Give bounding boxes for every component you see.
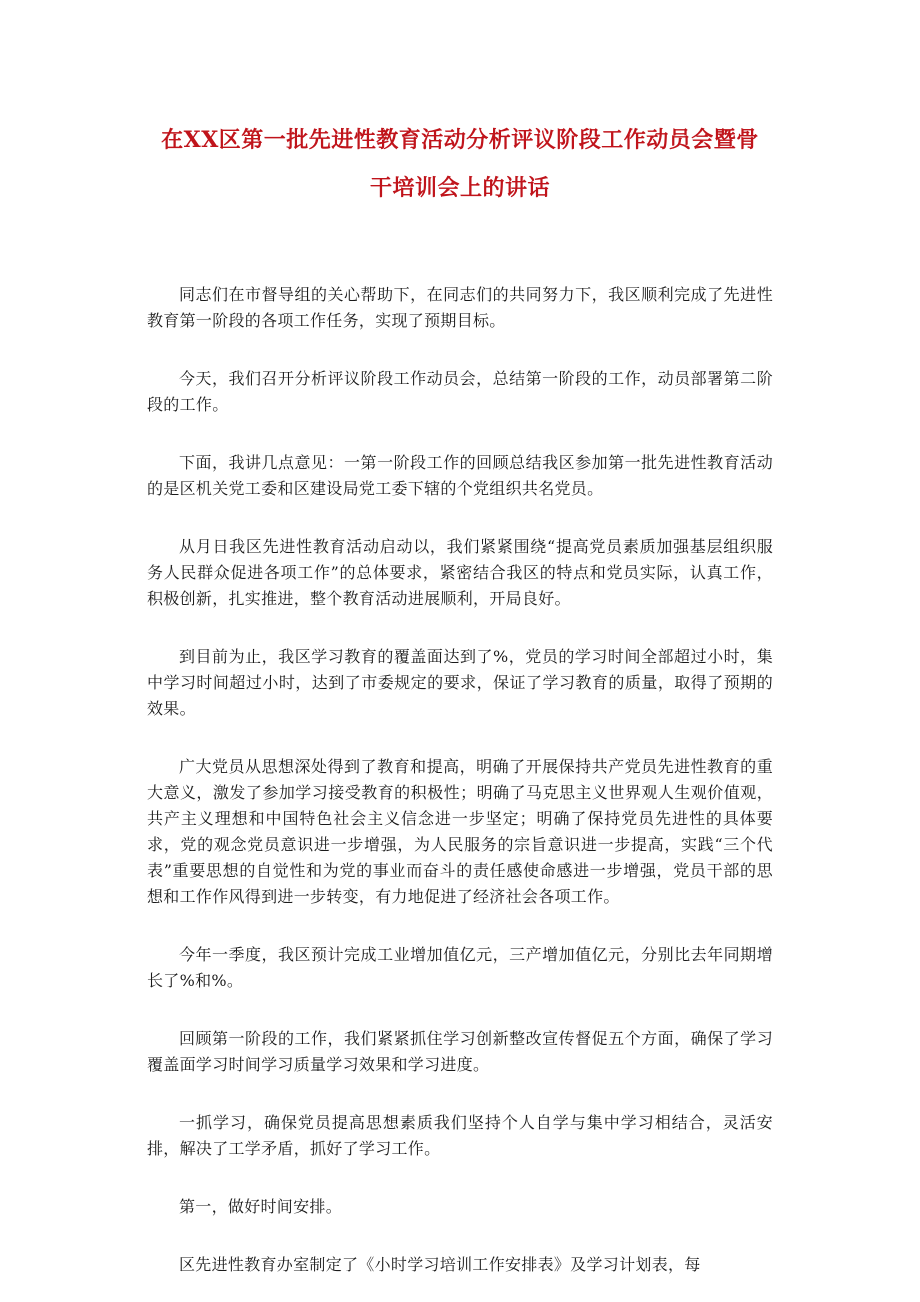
paragraph-1: 同志们在市督导组的关心帮助下，在同志们的共同努力下，我区顺利完成了先进性教育第一阶段的各项工作任务，实现了预期目标。	[147, 285, 773, 330]
paragraph-9: 一抓学习，确保党员提高思想素质我们坚持个人自学与集中学习相结合，灵活安排，解决了工学矛盾，抓好了学习工作。	[147, 1113, 773, 1158]
document-body	[147, 282, 773, 1278]
paragraph-3: 下面，我讲几点意见：一第一阶段工作的回顾总结我区参加第一批先进性教育活动的是区机关党工委和区建设局党工委下辖的个党组织共名党员。	[147, 453, 773, 498]
paragraph-8: 回顾第一阶段的工作，我们紧紧抓住学习创新整改宣传督促五个方面，确保了学习覆盖面学习时间学习质量学习效果和学习进度。	[147, 1029, 773, 1074]
paragraph-10: 第一，做好时间安排。	[179, 1197, 343, 1216]
paragraph-11: 区先进性教育办室制定了《小时学习培训工作安排表》及学习计划表，每	[179, 1255, 701, 1274]
document-title-line-2: 干培训会上的讲话	[369, 175, 550, 201]
paragraph-7: 今年一季度，我区预计完成工业增加值亿元，三产增加值亿元，分别比去年同期增长了%和%。	[147, 945, 773, 990]
paragraph-6: 广大党员从思想深处得到了教育和提高，明确了开展保持共产党员先进性教育的重大意义，激发了参加学习接受教育的积极性；明确了马克思主义世界观人生观价值观，共产主义理想和中国特色社会主义信念进一步坚定；明确了保持党员先进性的具体要求，党的观念党员意识进一步增强，为人民服务的宗旨意识进一步提高，实践“三个代表”重要思想的自觉性和为党的事业而奋斗的责任感使命感进一步增强，党员干部的思想和工作作风得到进一步转变，有力地促进了经济社会各项工作。	[147, 757, 773, 906]
paragraph-5: 到目前为止，我区学习教育的覆盖面达到了%，党员的学习时间全部超过小时，集中学习时间超过小时，达到了市委规定的要求，保证了学习教育的质量，取得了预期的效果。	[147, 647, 773, 718]
document-title-line-1: 在XX区第一批先进性教育活动分析评议阶段工作动员会暨骨	[161, 127, 759, 153]
paragraph-4: 从月日我区先进性教育活动启动以，我们紧紧围绕“提高党员素质加强基层组织服务人民群众促进各项工作”的总体要求，紧密结合我区的特点和党员实际，认真工作，积极创新，扎实推进，整个教育活动进展顺利，开局良好。	[147, 537, 773, 608]
paragraph-2: 今天，我们召开分析评议阶段工作动员会，总结第一阶段的工作，动员部署第二阶段的工作。	[147, 369, 773, 414]
